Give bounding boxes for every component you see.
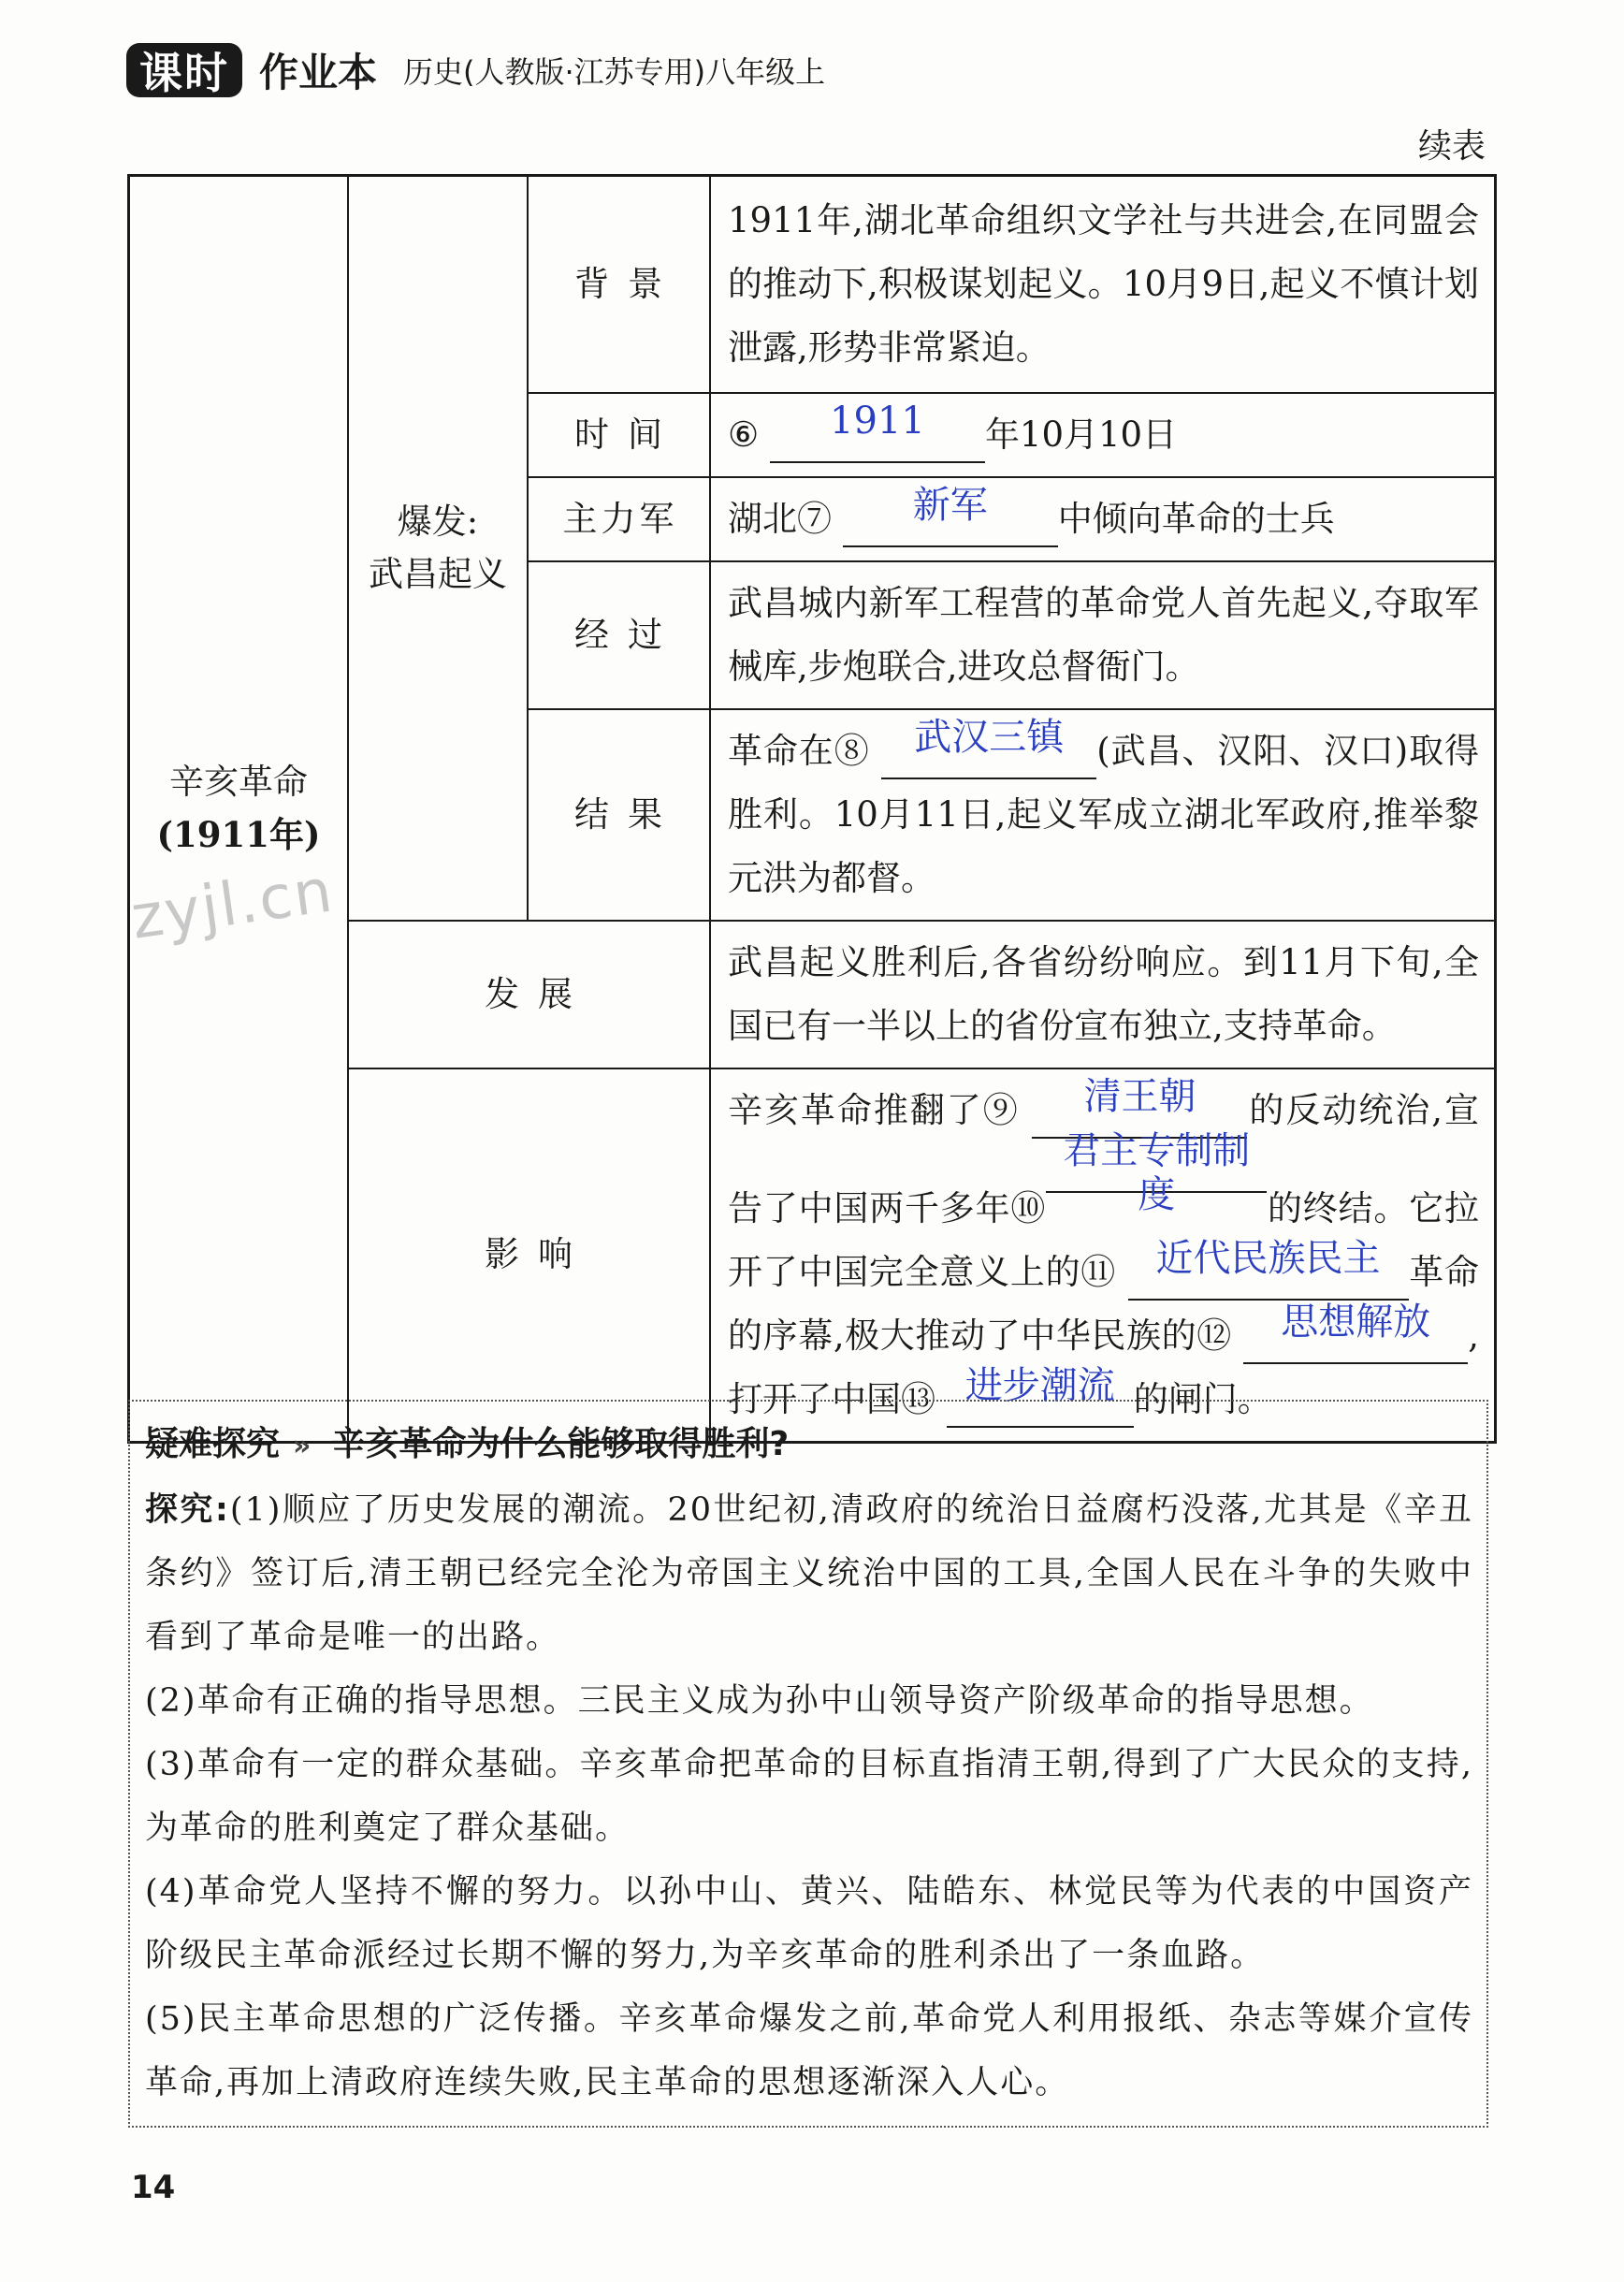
explore-item-1 [145, 1478, 1473, 1669]
brand-logo: 课时 [126, 43, 242, 97]
explore-item-4: (4)革命党人坚持不懈的努力。以孙中山、黄兴、陆皓东、林觉民等为代表的中国资产阶级民主革命派经过长期不懈的努力,为辛亥革命的胜利杀出了一条血路。 [145, 1873, 1473, 1974]
result-prefix: 革命在⑧ [728, 730, 870, 771]
influence-p5: ,打开了中国⑬ [728, 1315, 1479, 1419]
explore-item-3: (3)革命有一定的群众基础。辛亥革命把革命的目标直指清王朝,得到了广大民众的支持,为革命的胜利奠定了群众基础。 [145, 1746, 1473, 1847]
answer-12: 思想解放 [1281, 1300, 1431, 1344]
label-army: 主力军 [528, 477, 710, 561]
label-background: 背景 [528, 176, 710, 393]
page-number: 14 [131, 2169, 176, 2206]
answer-11: 近代民族民主 [1155, 1236, 1381, 1280]
text-process: 武昌城内新军工程营的革命党人首先起义,夺取军械库,步炮联合,进攻总督衙门。 [710, 561, 1496, 709]
explore-question: 辛亥革命为什么能够取得胜利? [331, 1425, 790, 1463]
answer-9: 清王朝 [1083, 1074, 1196, 1118]
answer-blank-12 [1243, 1300, 1468, 1364]
influence-p6: 的闸门。 [1133, 1378, 1272, 1419]
influence-p4: 革命的序幕,极大推动了中华民族的⑫ [728, 1251, 1480, 1356]
answer-blank-11 [1128, 1236, 1409, 1301]
row-background [129, 176, 1496, 393]
book-info: 历史(人教版·江苏专用)八年级上 [403, 54, 826, 90]
outbreak-cell [348, 176, 528, 921]
topic-title: 辛亥革命 [169, 762, 308, 803]
watermark: zyjl.cn [126, 856, 339, 953]
label-process: 经过 [528, 561, 710, 709]
explore-item-2: (2)革命有正确的指导思想。三民主义成为孙中山领导资产阶级革命的指导思想。 [145, 1682, 1374, 1720]
outbreak-event: 武昌起义 [369, 553, 507, 594]
text-development: 武昌起义胜利后,各省纷纷响应。到11月下旬,全国已有一半以上的省份宣布独立,支持革命。 [710, 921, 1496, 1068]
double-chevron-icon: » [293, 1430, 312, 1462]
answer-8: 武汉三镇 [914, 715, 1065, 759]
explore-header [145, 1413, 1473, 1478]
label-development: 发展 [348, 921, 710, 1068]
answer-6: 1911 [830, 399, 925, 443]
answer-blank-6 [770, 399, 985, 463]
answer-10: 君主专制制度 [1063, 1128, 1251, 1216]
answer-7: 新军 [912, 483, 988, 527]
continued-label: 续表 [1417, 127, 1486, 166]
time-suffix: 年10月10日 [984, 414, 1178, 455]
label-result: 结果 [528, 709, 710, 921]
army-prefix: 湖北⑦ [728, 498, 832, 539]
explore-box [128, 1400, 1488, 2128]
explore-item-5: (5)民主革命思想的广泛传播。辛亥革命爆发之前,革命党人利用报纸、杂志等媒介宣传革命,再加上清政府连续失败,民主革命的思想逐渐深入人心。 [145, 2000, 1473, 2101]
explore-item-text: (1)顺应了历史发展的潮流。20世纪初,清政府的统治日益腐朽没落,尤其是《辛丑条约》签订后,清王朝已经完全沦为帝国主义统治中国的工具,全国人民在斗争的失败中看到了革命是唯一的出路。 [145, 1491, 1473, 1656]
influence-p1: 辛亥革命推翻了⑨ [728, 1089, 1020, 1130]
explore-label: 探究: [145, 1491, 230, 1529]
answer-blank-8 [881, 715, 1096, 779]
topic-year: (1911年) [156, 814, 321, 856]
brand-subtitle: 作业本 [259, 50, 378, 95]
page-header [126, 37, 825, 103]
text-result [710, 709, 1496, 921]
topic-cell [126, 176, 349, 1443]
label-time: 时间 [528, 393, 710, 477]
answer-blank-7 [843, 483, 1058, 547]
label-influence: 影响 [348, 1068, 710, 1443]
blank-number-6: ⑥ [728, 414, 760, 455]
army-suffix: 中倾向革命的士兵 [1057, 498, 1335, 539]
influence-p2: 的反动统治,宣告了中国两千多年⑩ [728, 1089, 1479, 1228]
text-army [710, 477, 1496, 561]
text-time [710, 393, 1496, 477]
outbreak-label: 爆发: [397, 501, 479, 542]
explore-tag: 疑难探究 [145, 1425, 281, 1463]
revolution-table [127, 174, 1497, 1444]
answer-blank-10 [1046, 1128, 1267, 1216]
influence-p3: 的终结。它拉开了中国完全意义上的⑪ [728, 1187, 1480, 1292]
text-influence [710, 1068, 1496, 1443]
text-background: 1911年,湖北革命组织文学社与共进会,在同盟会的推动下,积极谋划起义。10月9日,起义不慎计划泄露,形势非常紧迫。 [710, 176, 1496, 393]
answer-13: 进步潮流 [964, 1363, 1115, 1407]
result-suffix: (武昌、汉阳、汉口)取得胜利。10月11日,起义军成立湖北军政府,推举黎元洪为都督。 [728, 730, 1480, 898]
